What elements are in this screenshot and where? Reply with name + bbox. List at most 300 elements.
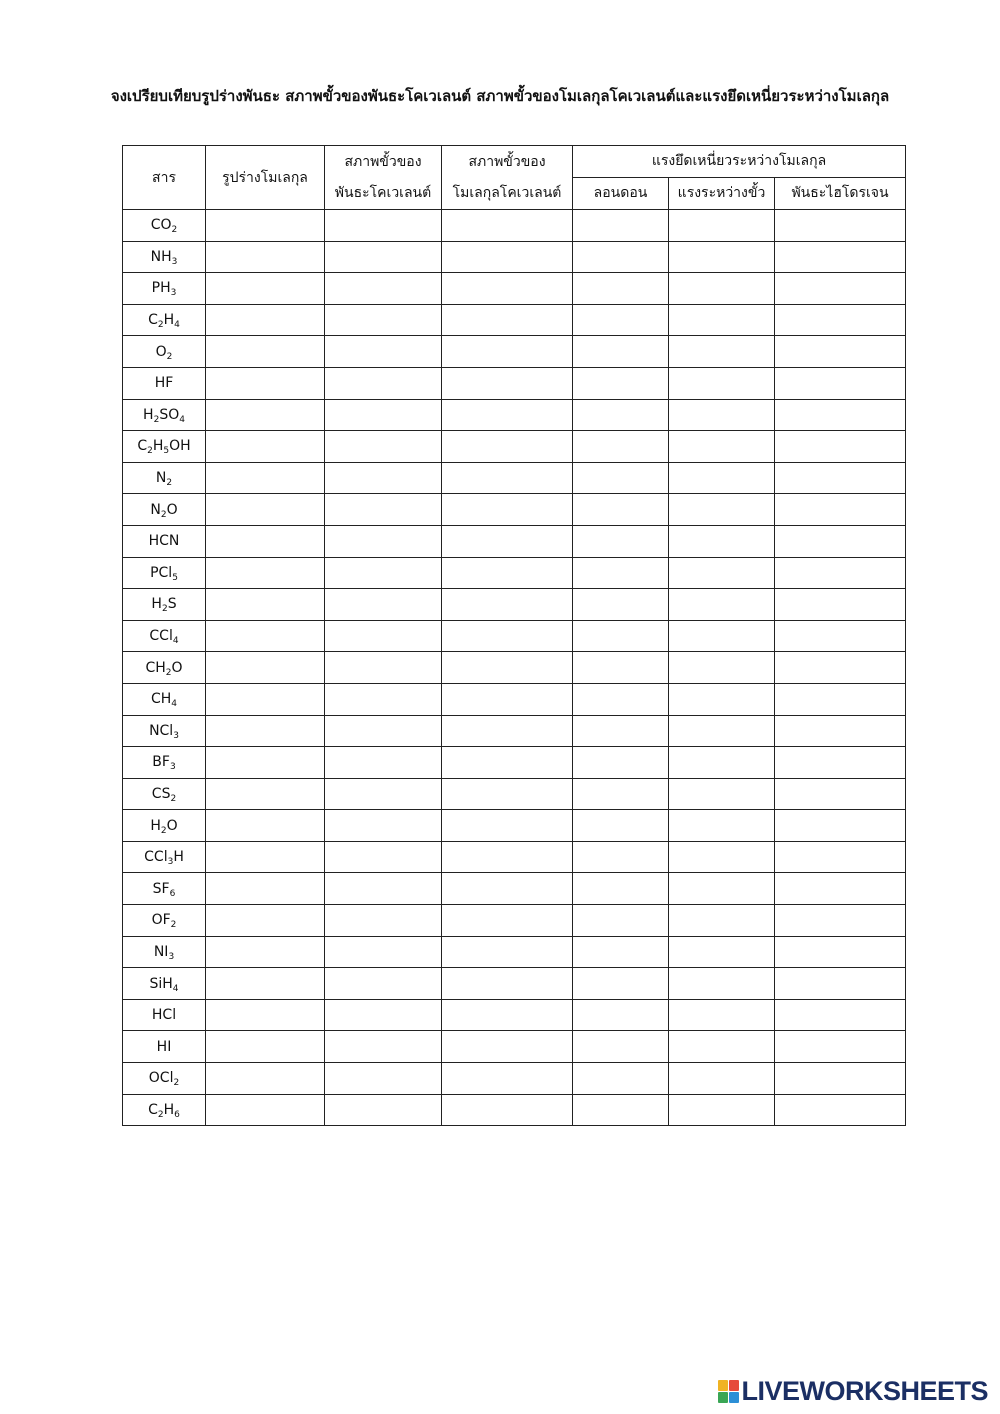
formula-element: C: [137, 438, 148, 455]
answer-cell-molecule-polarity[interactable]: [442, 1063, 573, 1095]
formula-element: OF: [151, 912, 171, 929]
answer-cell-shape[interactable]: [206, 494, 325, 526]
answer-cell-hydrogen-bond[interactable]: [775, 241, 906, 273]
answer-cell-bond-polarity[interactable]: [325, 494, 442, 526]
formula-element: NCl: [149, 722, 174, 739]
answer-cell-bond-polarity[interactable]: [325, 210, 442, 242]
answer-cell-hydrogen-bond[interactable]: [775, 715, 906, 747]
table-row: [123, 525, 906, 557]
answer-cell-shape[interactable]: [206, 210, 325, 242]
formula-subscript: 2: [157, 320, 164, 331]
answer-cell-hydrogen-bond[interactable]: [775, 810, 906, 842]
header-bond-polarity: [325, 146, 442, 210]
answer-cell-bond-polarity[interactable]: [325, 620, 442, 652]
table-row: [123, 968, 906, 1000]
answer-cell-dipole[interactable]: [669, 431, 775, 463]
answer-cell-london[interactable]: [573, 841, 669, 873]
table-row: [123, 431, 906, 463]
answer-cell-bond-polarity[interactable]: [325, 1031, 442, 1063]
answer-cell-bond-polarity[interactable]: [325, 968, 442, 1000]
substance-formula: [123, 273, 206, 305]
formula-element: HCN: [148, 533, 180, 550]
answer-cell-molecule-polarity[interactable]: [442, 589, 573, 621]
formula-subscript: 3: [169, 762, 176, 773]
answer-cell-bond-polarity[interactable]: [325, 683, 442, 715]
answer-cell-shape[interactable]: [206, 810, 325, 842]
answer-cell-molecule-polarity[interactable]: [442, 810, 573, 842]
substance-formula: [123, 1031, 206, 1063]
answer-cell-london[interactable]: [573, 810, 669, 842]
answer-cell-bond-polarity[interactable]: [325, 715, 442, 747]
substance-formula: [123, 462, 206, 494]
table-row: [123, 1094, 906, 1126]
answer-cell-bond-polarity[interactable]: [325, 1094, 442, 1126]
answer-cell-dipole[interactable]: [669, 241, 775, 273]
worksheet-table: [122, 145, 906, 1126]
answer-cell-shape[interactable]: [206, 620, 325, 652]
substance-formula: [123, 620, 206, 652]
answer-cell-london[interactable]: [573, 683, 669, 715]
answer-cell-dipole[interactable]: [669, 1031, 775, 1063]
formula-element: SiH: [149, 975, 173, 992]
answer-cell-shape[interactable]: [206, 557, 325, 589]
answer-cell-shape[interactable]: [206, 1094, 325, 1126]
formula-element: C: [150, 217, 161, 234]
answer-cell-hydrogen-bond[interactable]: [775, 462, 906, 494]
formula-element: O: [160, 217, 172, 234]
formula-element: H: [173, 849, 184, 866]
answer-cell-molecule-polarity[interactable]: [442, 304, 573, 336]
answer-cell-shape[interactable]: [206, 936, 325, 968]
formula-element: O: [166, 501, 178, 518]
formula-element: BF: [152, 754, 170, 771]
header-dipole: แรงระหว่างขั้ว: [669, 178, 775, 210]
answer-cell-london[interactable]: [573, 273, 669, 305]
table-row: [123, 999, 906, 1031]
answer-cell-hydrogen-bond[interactable]: [775, 210, 906, 242]
answer-cell-molecule-polarity[interactable]: [442, 431, 573, 463]
answer-cell-shape[interactable]: [206, 652, 325, 684]
answer-cell-shape[interactable]: [206, 683, 325, 715]
answer-cell-london[interactable]: [573, 494, 669, 526]
answer-cell-shape[interactable]: [206, 715, 325, 747]
answer-cell-dipole[interactable]: [669, 999, 775, 1031]
formula-element: PCl: [150, 564, 173, 581]
answer-cell-dipole[interactable]: [669, 1063, 775, 1095]
answer-cell-shape[interactable]: [206, 747, 325, 779]
formula-element: C: [148, 312, 158, 329]
answer-cell-molecule-polarity[interactable]: [442, 336, 573, 368]
substance-formula: [123, 1063, 206, 1095]
answer-cell-bond-polarity[interactable]: [325, 936, 442, 968]
formula-element: CCl: [144, 849, 168, 866]
answer-cell-london[interactable]: [573, 241, 669, 273]
formula-subscript: 2: [161, 604, 168, 615]
answer-cell-molecule-polarity[interactable]: [442, 525, 573, 557]
formula-element: C: [148, 1101, 158, 1118]
formula-subscript: 2: [170, 793, 177, 804]
formula-subscript: 2: [147, 446, 153, 457]
liveworksheets-logo-icon: [718, 1380, 738, 1402]
table-row: [123, 1031, 906, 1063]
header-intermolecular-forces: แรงยึดเหนี่ยวระหว่างโมเลกุล: [573, 146, 906, 178]
substance-formula: [123, 494, 206, 526]
answer-cell-bond-polarity[interactable]: [325, 873, 442, 905]
answer-cell-london[interactable]: [573, 652, 669, 684]
answer-cell-dipole[interactable]: [669, 747, 775, 779]
answer-cell-molecule-polarity[interactable]: [442, 841, 573, 873]
answer-cell-london[interactable]: [573, 367, 669, 399]
substance-formula: [123, 936, 206, 968]
table-row: [123, 210, 906, 242]
answer-cell-dipole[interactable]: [669, 273, 775, 305]
formula-element: H: [151, 596, 162, 613]
answer-cell-bond-polarity[interactable]: [325, 304, 442, 336]
header-molecule-polarity-line2: โมเลกุลโคเวเลนต์: [452, 184, 562, 201]
answer-cell-molecule-polarity[interactable]: [442, 999, 573, 1031]
answer-cell-molecule-polarity[interactable]: [442, 494, 573, 526]
header-molecule-polarity: [442, 146, 573, 210]
table-row: [123, 589, 906, 621]
answer-cell-bond-polarity[interactable]: [325, 810, 442, 842]
answer-cell-bond-polarity[interactable]: [325, 778, 442, 810]
answer-cell-molecule-polarity[interactable]: [442, 557, 573, 589]
formula-element: OCl: [148, 1070, 174, 1087]
answer-cell-dipole[interactable]: [669, 399, 775, 431]
answer-cell-molecule-polarity[interactable]: [442, 747, 573, 779]
answer-cell-dipole[interactable]: [669, 936, 775, 968]
answer-cell-london[interactable]: [573, 620, 669, 652]
answer-cell-bond-polarity[interactable]: [325, 1063, 442, 1095]
answer-cell-dipole[interactable]: [669, 589, 775, 621]
answer-cell-london[interactable]: [573, 525, 669, 557]
substance-formula: [123, 367, 206, 399]
answer-cell-hydrogen-bond[interactable]: [775, 873, 906, 905]
answer-cell-hydrogen-bond[interactable]: [775, 620, 906, 652]
answer-cell-hydrogen-bond[interactable]: [775, 399, 906, 431]
formula-element: CCl: [149, 628, 173, 645]
answer-cell-molecule-polarity[interactable]: [442, 936, 573, 968]
answer-cell-bond-polarity[interactable]: [325, 431, 442, 463]
table-row: [123, 241, 906, 273]
answer-cell-hydrogen-bond[interactable]: [775, 841, 906, 873]
answer-cell-molecule-polarity[interactable]: [442, 715, 573, 747]
answer-cell-dipole[interactable]: [669, 557, 775, 589]
table-row: [123, 273, 906, 305]
answer-cell-molecule-polarity[interactable]: [442, 778, 573, 810]
substance-formula: [123, 210, 206, 242]
substance-formula: [123, 905, 206, 937]
answer-cell-dipole[interactable]: [669, 968, 775, 1000]
answer-cell-london[interactable]: [573, 462, 669, 494]
table-row: [123, 620, 906, 652]
table-row: [123, 367, 906, 399]
formula-element: OH: [169, 438, 191, 455]
answer-cell-bond-polarity[interactable]: [325, 367, 442, 399]
answer-cell-hydrogen-bond[interactable]: [775, 336, 906, 368]
answer-cell-london[interactable]: [573, 304, 669, 336]
answer-cell-molecule-polarity[interactable]: [442, 462, 573, 494]
answer-cell-london[interactable]: [573, 1094, 669, 1126]
answer-cell-molecule-polarity[interactable]: [442, 905, 573, 937]
header-bond-polarity-line2: พันธะโคเวเลนต์: [334, 184, 432, 201]
formula-subscript: 3: [171, 256, 178, 267]
answer-cell-hydrogen-bond[interactable]: [775, 999, 906, 1031]
answer-cell-bond-polarity[interactable]: [325, 841, 442, 873]
formula-subscript: 3: [167, 857, 174, 868]
answer-cell-shape[interactable]: [206, 1063, 325, 1095]
answer-cell-london[interactable]: [573, 968, 669, 1000]
answer-cell-bond-polarity[interactable]: [325, 999, 442, 1031]
answer-cell-shape[interactable]: [206, 873, 325, 905]
answer-cell-molecule-polarity[interactable]: [442, 273, 573, 305]
formula-subscript: 2: [160, 509, 167, 520]
formula-element: H: [143, 406, 154, 423]
answer-cell-hydrogen-bond[interactable]: [775, 431, 906, 463]
substance-formula: [123, 747, 206, 779]
formula-subscript: 3: [170, 288, 177, 299]
substance-formula: [123, 652, 206, 684]
formula-element: SF: [152, 880, 170, 897]
substance-formula: [123, 841, 206, 873]
answer-cell-shape[interactable]: [206, 399, 325, 431]
formula-element: HCl: [151, 1007, 177, 1024]
table-header: [123, 146, 906, 210]
formula-subscript: 4: [174, 320, 180, 331]
answer-cell-bond-polarity[interactable]: [325, 336, 442, 368]
answer-cell-shape[interactable]: [206, 841, 325, 873]
substance-formula: [123, 399, 206, 431]
answer-cell-hydrogen-bond[interactable]: [775, 367, 906, 399]
answer-cell-bond-polarity[interactable]: [325, 905, 442, 937]
answer-cell-dipole[interactable]: [669, 1094, 775, 1126]
answer-cell-dipole[interactable]: [669, 304, 775, 336]
answer-cell-hydrogen-bond[interactable]: [775, 1031, 906, 1063]
table-row: [123, 778, 906, 810]
table-row: [123, 715, 906, 747]
answer-cell-shape[interactable]: [206, 336, 325, 368]
table-row: [123, 936, 906, 968]
answer-cell-shape[interactable]: [206, 999, 325, 1031]
formula-subscript: 3: [173, 730, 179, 741]
answer-cell-london[interactable]: [573, 905, 669, 937]
answer-cell-hydrogen-bond[interactable]: [775, 652, 906, 684]
answer-cell-bond-polarity[interactable]: [325, 652, 442, 684]
substance-formula: [123, 715, 206, 747]
answer-cell-bond-polarity[interactable]: [325, 747, 442, 779]
answer-cell-london[interactable]: [573, 210, 669, 242]
answer-cell-shape[interactable]: [206, 905, 325, 937]
answer-cell-hydrogen-bond[interactable]: [775, 936, 906, 968]
table-row: [123, 494, 906, 526]
answer-cell-dipole[interactable]: [669, 810, 775, 842]
answer-cell-hydrogen-bond[interactable]: [775, 747, 906, 779]
answer-cell-molecule-polarity[interactable]: [442, 968, 573, 1000]
answer-cell-shape[interactable]: [206, 273, 325, 305]
formula-element: O: [171, 659, 183, 676]
answer-cell-molecule-polarity[interactable]: [442, 620, 573, 652]
table-row: [123, 1063, 906, 1095]
answer-cell-molecule-polarity[interactable]: [442, 399, 573, 431]
answer-cell-hydrogen-bond[interactable]: [775, 589, 906, 621]
table-row: [123, 905, 906, 937]
formula-element: N: [155, 470, 167, 487]
answer-cell-london[interactable]: [573, 336, 669, 368]
answer-cell-dipole[interactable]: [669, 620, 775, 652]
table-row: [123, 399, 906, 431]
answer-cell-hydrogen-bond[interactable]: [775, 1063, 906, 1095]
answer-cell-dipole[interactable]: [669, 367, 775, 399]
answer-cell-shape[interactable]: [206, 589, 325, 621]
answer-cell-shape[interactable]: [206, 431, 325, 463]
formula-subscript: 4: [172, 983, 179, 994]
answer-cell-molecule-polarity[interactable]: [442, 873, 573, 905]
answer-cell-dipole[interactable]: [669, 525, 775, 557]
answer-cell-london[interactable]: [573, 873, 669, 905]
answer-cell-molecule-polarity[interactable]: [442, 1094, 573, 1126]
table-row: [123, 683, 906, 715]
formula-element: H: [150, 817, 161, 834]
table-row: [123, 747, 906, 779]
answer-cell-london[interactable]: [573, 747, 669, 779]
formula-subscript: 2: [166, 351, 173, 362]
table-row: [123, 336, 906, 368]
substance-formula: [123, 1094, 206, 1126]
answer-cell-london[interactable]: [573, 936, 669, 968]
table-row: [123, 304, 906, 336]
formula-element: H: [152, 438, 164, 455]
table-row: [123, 462, 906, 494]
answer-cell-london[interactable]: [573, 778, 669, 810]
formula-element: H: [163, 312, 175, 329]
answer-cell-shape[interactable]: [206, 241, 325, 273]
table-row: [123, 810, 906, 842]
header-hydrogen-bond: พันธะไฮโดรเจน: [775, 178, 906, 210]
answer-cell-shape[interactable]: [206, 525, 325, 557]
answer-cell-hydrogen-bond[interactable]: [775, 683, 906, 715]
substance-formula: [123, 304, 206, 336]
answer-cell-molecule-polarity[interactable]: [442, 1031, 573, 1063]
answer-cell-bond-polarity[interactable]: [325, 589, 442, 621]
answer-cell-london[interactable]: [573, 431, 669, 463]
answer-cell-london[interactable]: [573, 1063, 669, 1095]
answer-cell-shape[interactable]: [206, 968, 325, 1000]
answer-cell-bond-polarity[interactable]: [325, 557, 442, 589]
header-substance: สาร: [123, 146, 206, 210]
answer-cell-london[interactable]: [573, 589, 669, 621]
substance-formula: [123, 431, 206, 463]
answer-cell-dipole[interactable]: [669, 715, 775, 747]
answer-cell-molecule-polarity[interactable]: [442, 652, 573, 684]
answer-cell-molecule-polarity[interactable]: [442, 241, 573, 273]
answer-cell-hydrogen-bond[interactable]: [775, 304, 906, 336]
formula-element: SO: [159, 406, 180, 423]
answer-cell-molecule-polarity[interactable]: [442, 367, 573, 399]
answer-cell-london[interactable]: [573, 1031, 669, 1063]
answer-cell-hydrogen-bond[interactable]: [775, 494, 906, 526]
formula-subscript: 2: [160, 825, 167, 836]
substance-formula: [123, 968, 206, 1000]
formula-subscript: 3: [168, 951, 175, 962]
answer-cell-bond-polarity[interactable]: [325, 462, 442, 494]
formula-element: O: [166, 817, 178, 834]
substance-formula: [123, 683, 206, 715]
answer-cell-london[interactable]: [573, 399, 669, 431]
answer-cell-shape[interactable]: [206, 462, 325, 494]
answer-cell-bond-polarity[interactable]: [325, 399, 442, 431]
table-row: [123, 841, 906, 873]
answer-cell-hydrogen-bond[interactable]: [775, 905, 906, 937]
formula-element: CS: [151, 785, 171, 802]
answer-cell-hydrogen-bond[interactable]: [775, 1094, 906, 1126]
answer-cell-dipole[interactable]: [669, 336, 775, 368]
formula-subscript: 2: [165, 667, 172, 678]
answer-cell-dipole[interactable]: [669, 778, 775, 810]
formula-subscript: 2: [173, 1078, 180, 1089]
liveworksheets-brand: [718, 1376, 988, 1406]
brand-text: LIVEWORKSHEETS: [741, 1375, 988, 1406]
answer-cell-molecule-polarity[interactable]: [442, 683, 573, 715]
answer-cell-bond-polarity[interactable]: [325, 273, 442, 305]
formula-subscript: 2: [153, 414, 160, 425]
answer-cell-shape[interactable]: [206, 304, 325, 336]
formula-element: PH: [151, 280, 171, 297]
answer-cell-dipole[interactable]: [669, 652, 775, 684]
answer-cell-london[interactable]: [573, 999, 669, 1031]
formula-subscript: 6: [174, 1109, 180, 1120]
header-molecule-polarity-line1: สภาพขั้วของ: [468, 153, 546, 170]
answer-cell-bond-polarity[interactable]: [325, 525, 442, 557]
answer-cell-dipole[interactable]: [669, 462, 775, 494]
answer-cell-hydrogen-bond[interactable]: [775, 778, 906, 810]
table-row: [123, 873, 906, 905]
formula-element: NH: [150, 248, 172, 265]
answer-cell-hydrogen-bond[interactable]: [775, 525, 906, 557]
worksheet-title: จงเปรียบเทียบรูปร่างพันธะ สภาพขั้วของพันธะโคเวเลนต์ สภาพขั้วของโมเลกุลโคเวเลนต์และแรงยึดเหนี่ยวระหว่างโมเลกุล: [110, 87, 890, 105]
formula-subscript: 2: [166, 478, 173, 489]
answer-cell-dipole[interactable]: [669, 841, 775, 873]
answer-cell-hydrogen-bond[interactable]: [775, 557, 906, 589]
substance-formula: [123, 557, 206, 589]
formula-subscript: 2: [171, 225, 178, 236]
answer-cell-dipole[interactable]: [669, 494, 775, 526]
answer-cell-shape[interactable]: [206, 367, 325, 399]
header-molecular-shape: รูปร่างโมเลกุล: [206, 146, 325, 210]
formula-element: HI: [156, 1038, 172, 1055]
formula-element: H: [163, 1101, 175, 1118]
answer-cell-shape[interactable]: [206, 778, 325, 810]
answer-cell-dipole[interactable]: [669, 905, 775, 937]
answer-cell-hydrogen-bond[interactable]: [775, 273, 906, 305]
header-london: ลอนดอน: [573, 178, 669, 210]
formula-element: N: [150, 501, 161, 518]
answer-cell-dipole[interactable]: [669, 683, 775, 715]
answer-cell-shape[interactable]: [206, 1031, 325, 1063]
answer-cell-dipole[interactable]: [669, 210, 775, 242]
formula-subscript: 5: [163, 446, 170, 457]
formula-subscript: 2: [170, 920, 177, 931]
formula-subscript: 6: [169, 888, 176, 899]
answer-cell-dipole[interactable]: [669, 873, 775, 905]
answer-cell-london[interactable]: [573, 715, 669, 747]
answer-cell-bond-polarity[interactable]: [325, 241, 442, 273]
answer-cell-hydrogen-bond[interactable]: [775, 968, 906, 1000]
substance-formula: [123, 810, 206, 842]
answer-cell-molecule-polarity[interactable]: [442, 210, 573, 242]
table-body: [123, 210, 906, 1126]
formula-subscript: 4: [171, 699, 178, 710]
answer-cell-london[interactable]: [573, 557, 669, 589]
